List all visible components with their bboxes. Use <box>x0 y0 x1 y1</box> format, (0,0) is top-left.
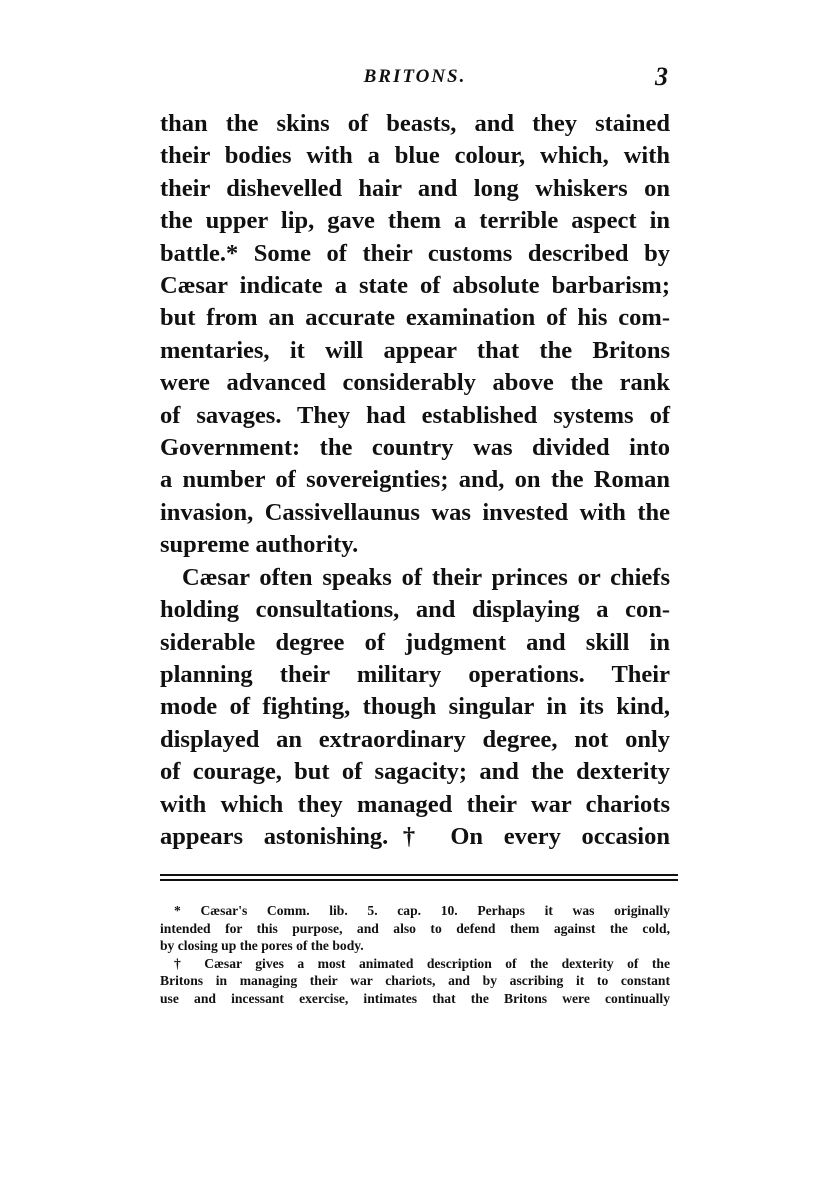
footnote-divider <box>160 874 678 876</box>
text-line: supreme authority. <box>160 531 359 559</box>
footnote-line: intended for this purpose, and also to defend them against the cold, <box>160 920 670 936</box>
text-line: holding consultations, and displaying a con- <box>160 596 670 624</box>
text-line: were advanced considerably above the rank <box>160 369 670 397</box>
text-line: mode of fighting, though singular in its kind, <box>160 693 670 721</box>
body-text <box>160 108 670 853</box>
footnote-line: by closing up the pores of the body. <box>160 938 364 954</box>
text-line: displayed an extraordinary degree, not only <box>160 725 670 753</box>
text-line: a number of sovereignties; and, on the Roman <box>160 466 670 494</box>
running-head: BRITONS. <box>363 66 467 87</box>
text-line: with which they managed their war chariots <box>160 790 670 818</box>
footnote-line: * Cæsar's Comm. lib. 5. cap. 10. Perhaps it was originally <box>174 903 670 918</box>
text-line: invasion, Cassivellaunus was invested with the <box>160 498 670 526</box>
text-line: of courage, but of sagacity; and the dexterity <box>160 758 670 786</box>
text-line: but from an accurate examination of his com- <box>160 304 670 332</box>
footnotes <box>160 902 670 1008</box>
text-line: siderable degree of judgment and skill in <box>160 628 670 656</box>
text-line: Cæsar indicate a state of absolute barbarism; <box>160 272 670 300</box>
text-line: planning their military operations. Their <box>160 660 670 688</box>
footnote-line: Britons in managing their war chariots, and by ascribing it to constant <box>160 973 670 989</box>
text-line: the upper lip, gave them a terrible aspect in <box>160 207 670 235</box>
text-line: Government: the country was divided into <box>160 434 670 462</box>
text-line: of savages. They had established systems of <box>160 401 670 429</box>
text-line: appears astonishing.† On every occasion <box>160 822 670 850</box>
text-line: their bodies with a blue colour, which, with <box>160 142 670 170</box>
text-line: battle.* Some of their customs described by <box>160 239 670 267</box>
page-number: 3 <box>655 62 668 91</box>
footnote-line: use and incessant exercise, intimates that the Britons were continually <box>160 990 670 1006</box>
text-line: their dishevelled hair and long whiskers on <box>160 174 670 202</box>
footnote-line: † Cæsar gives a most animated description of the dexterity of the <box>174 955 670 971</box>
text-line: Cæsar often speaks of their princes or chiefs <box>182 563 670 591</box>
page-header <box>160 62 670 98</box>
text-line: mentaries, it will appear that the Britons <box>160 336 670 364</box>
text-line: than the skins of beasts, and they stained <box>160 110 670 137</box>
